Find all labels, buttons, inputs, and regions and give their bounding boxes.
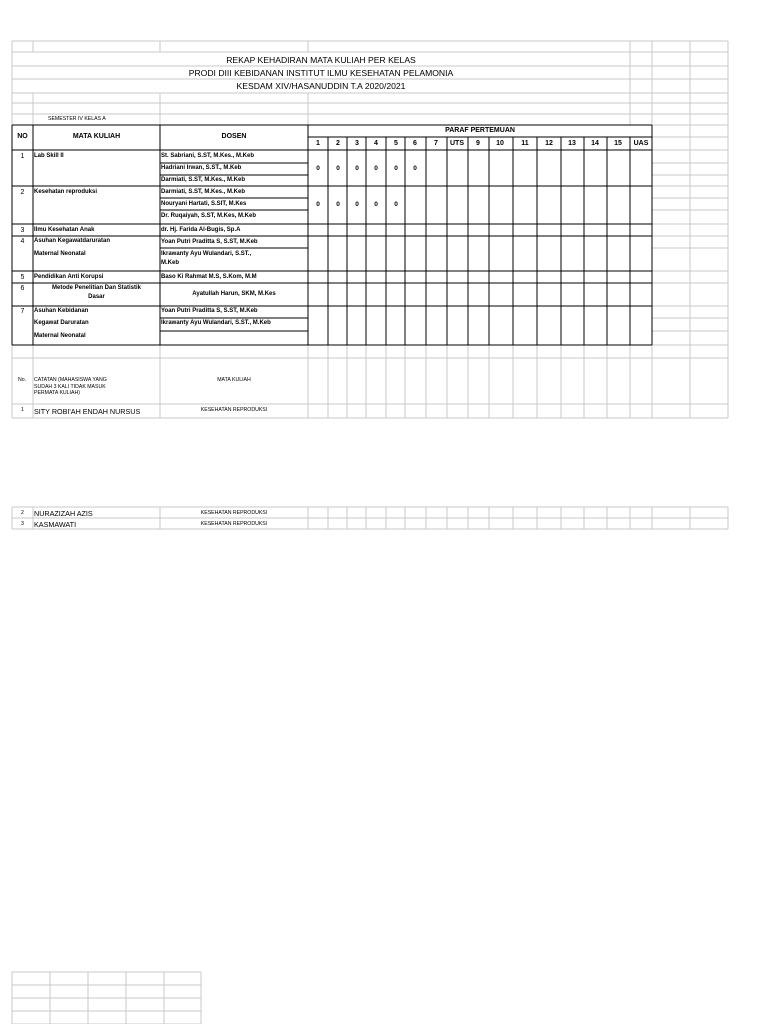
attendance-mark: 0 [355, 165, 359, 172]
student-course: KESEHATAN REPRODUKSI [200, 407, 268, 413]
session-header: 10 [496, 140, 504, 147]
notes-course-label: MATA KULIAH [217, 377, 251, 383]
lecturer-name: St. Sabriani, S.ST, M.Kes., M.Keb [161, 153, 255, 159]
report-subtitle-year: KESDAM XIV/HASANUDDIN T.A 2020/2021 [236, 81, 406, 91]
row-number: 5 [20, 274, 25, 281]
course-name: Pendidikan Anti Korupsi [34, 274, 104, 280]
row-number: 3 [20, 227, 25, 234]
lecturer-name: Nouryani Hartati, S.SIT, M.Kes [161, 201, 247, 207]
session-header: 13 [568, 140, 576, 147]
session-header: 3 [355, 140, 359, 147]
student-number: 2 [21, 510, 24, 516]
course-name: Asuhan Kebidanan [34, 308, 89, 314]
notes-title-line: PERMATA KULIAH) [34, 390, 80, 396]
lecturer-name: Hadriani Irwan, S.ST., M.Keb [161, 165, 242, 171]
course-name: Lab Skill II [34, 153, 64, 159]
attendance-mark: 0 [336, 165, 340, 172]
report-subtitle-institution: PRODI DIII KEBIDANAN INSTITUT ILMU KESEHATAN PELAMONIA [188, 68, 454, 78]
course-name: Maternal Neonatal [34, 333, 86, 339]
student-number: 3 [21, 521, 24, 527]
attendance-mark: 0 [316, 201, 320, 208]
session-header: 15 [614, 140, 622, 147]
course-name: Ilmu Kesehatan Anak [34, 227, 95, 233]
course-name: Maternal Neonatal [34, 251, 86, 257]
lecturer-name: Ayatullah Harun, SKM, M.Kes [192, 291, 276, 297]
lecturer-name: Darmiati, S.ST, M.Kes., M.Keb [161, 177, 246, 183]
lecturer-name: Darmiati, S.ST, M.Kes., M.Keb [161, 189, 246, 195]
row-number: 7 [20, 308, 25, 315]
attendance-mark: 0 [394, 165, 398, 172]
attendance-mark: 0 [394, 201, 398, 208]
session-header: UTS [450, 140, 464, 147]
column-header-course: MATA KULIAH [72, 133, 121, 140]
session-header: 7 [434, 140, 438, 147]
lecturer-name: dr. Hj. Farida Al-Bugis, Sp.A [161, 227, 241, 233]
report-title: REKAP KEHADIRAN MATA KULIAH PER KELAS [226, 55, 416, 65]
session-header: 1 [316, 140, 320, 147]
lecturer-name: Dr. Ruqaiyah, S.ST, M.Kes, M.Keb [161, 213, 257, 219]
session-header: UAS [633, 140, 649, 147]
attendance-mark: 0 [374, 165, 378, 172]
attendance-mark: 0 [316, 165, 320, 172]
session-header: 6 [413, 140, 417, 147]
student-number: 1 [21, 407, 24, 413]
course-name: Kesehatan reproduksi [34, 189, 98, 195]
session-header: 9 [476, 140, 480, 147]
column-header-lecturer: DOSEN [221, 133, 247, 140]
lecturer-name: M.Keb [161, 260, 179, 266]
student-name: NURAZIZAH AZIS [34, 509, 93, 518]
attendance-mark: 0 [413, 165, 417, 172]
attendance-mark: 0 [374, 201, 378, 208]
student-name: SITY ROBI'AH ENDAH NURSUS [34, 407, 141, 416]
session-header: 12 [545, 140, 553, 147]
lecturer-name: Yoan Putri Praditta S, S.ST, M.Keb [161, 308, 258, 314]
lecturer-name: Ikrawanty Ayu Wulandari, S.ST., [161, 251, 252, 257]
course-name: Asuhan Kegawatdaruratan [34, 238, 111, 244]
column-header-no: NO [17, 133, 28, 140]
session-header: 4 [374, 140, 378, 147]
row-number: 6 [20, 285, 25, 292]
row-number: 4 [20, 238, 25, 245]
notes-no-label: No. [18, 377, 27, 383]
notes-title-line: CATATAN (MAHASISWA YANG [34, 377, 107, 383]
column-header-meetings: PARAF PERTEMUAN [445, 127, 515, 134]
row-number: 1 [20, 153, 25, 160]
course-name: Metode Penelitian Dan Statistik [51, 285, 142, 291]
course-name: Dasar [88, 294, 105, 300]
semester-label: SEMESTER IV KELAS A [48, 116, 106, 122]
lecturer-name: Baso Ki Rahmat M.S, S.Kom, M.M [161, 274, 257, 280]
attendance-mark: 0 [336, 201, 340, 208]
session-header: 14 [591, 140, 599, 147]
student-course: KESEHATAN REPRODUKSI [200, 521, 268, 527]
notes-title-line: SUDAH 3 KALI TIDAK MASUK [34, 383, 106, 390]
course-name: Kegawat Daruratan [34, 320, 89, 326]
lecturer-name: Ikrawanty Ayu Wulandari, S.ST., M.Keb [161, 320, 271, 326]
attendance-mark: 0 [355, 201, 359, 208]
session-header: 11 [521, 140, 529, 147]
session-header: 2 [336, 140, 340, 147]
student-name: KASMAWATI [34, 520, 77, 529]
session-header: 5 [394, 140, 398, 147]
notes-title [34, 377, 107, 397]
student-course: KESEHATAN REPRODUKSI [200, 510, 268, 516]
row-number: 2 [20, 189, 25, 196]
lecturer-name: Yoan Putri Praditta S, S.ST, M.Keb [161, 239, 258, 245]
